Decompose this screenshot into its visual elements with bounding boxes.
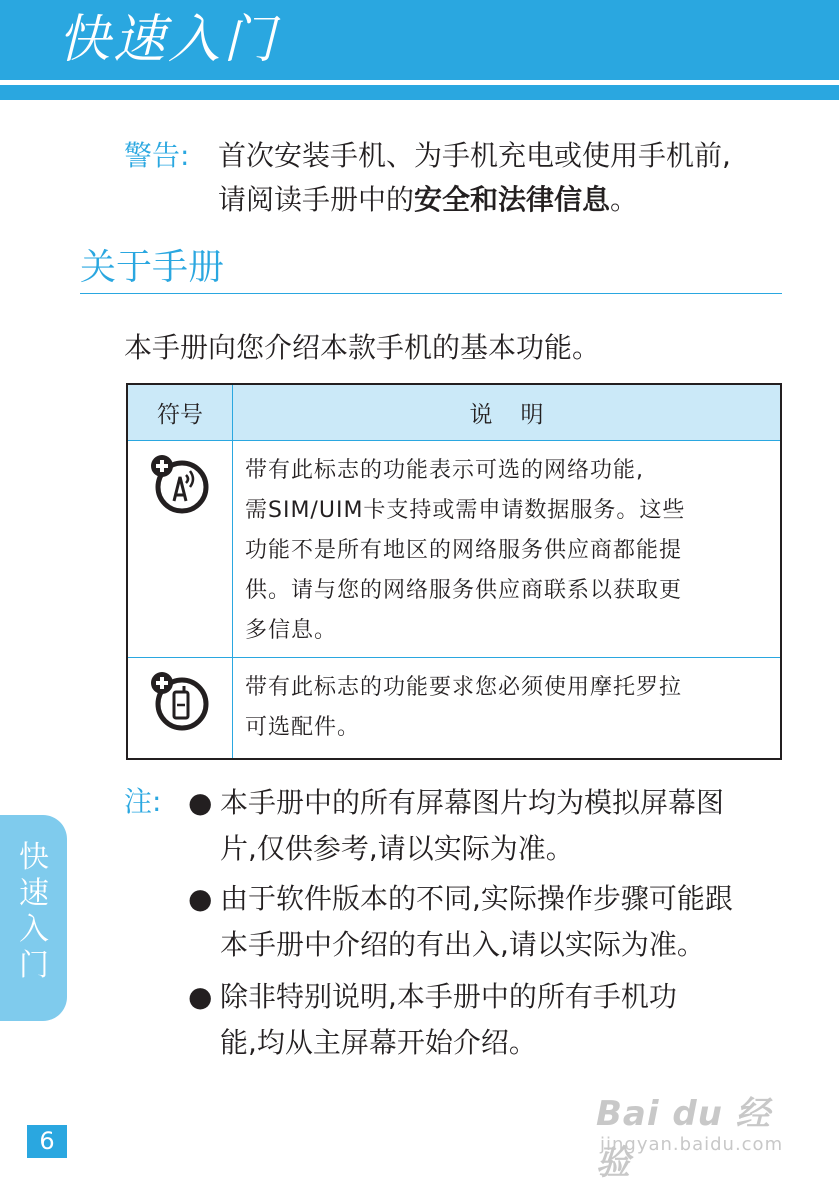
warning-label: 警告: bbox=[124, 139, 190, 172]
table-row bbox=[127, 658, 781, 760]
side-tab-char: 入 bbox=[19, 912, 49, 947]
chapter-title: 快速入门 bbox=[58, 10, 279, 70]
note-line: 片,仅供参考,请以实际为准。 bbox=[220, 832, 574, 865]
description-line: 功能不是所有地区的网络服务供应商都能提 bbox=[245, 538, 683, 563]
description-cell bbox=[233, 441, 782, 658]
table-header-row bbox=[127, 384, 781, 441]
description-line: 带有此标志的功能表示可选的网络功能, bbox=[245, 458, 644, 483]
note-text bbox=[220, 780, 786, 872]
description-line: 供。请与您的网络服务供应商联系以获取更 bbox=[245, 578, 683, 603]
symbol-cell bbox=[127, 658, 233, 760]
watermark-logo-text: Bai du 经验 bbox=[596, 1094, 771, 1183]
description-line: 需SIM/UIM卡支持或需申请数据服务。这些 bbox=[245, 498, 686, 523]
table-row bbox=[127, 441, 781, 658]
note-line: 除非特别说明,本手册中的所有手机功 bbox=[220, 980, 677, 1013]
bullet-icon: ● bbox=[188, 786, 213, 819]
watermark-url: jingyan.baidu.com bbox=[600, 1134, 784, 1155]
note-line: 由于软件版本的不同,实际操作步骤可能跟 bbox=[220, 882, 733, 915]
symbol-table bbox=[126, 383, 782, 760]
description-cell bbox=[233, 658, 782, 760]
warning-line-2 bbox=[218, 178, 788, 222]
section-title: 关于手册 bbox=[80, 247, 225, 288]
section-divider bbox=[80, 293, 782, 294]
note-line: 能,均从主屏幕开始介绍。 bbox=[220, 1026, 537, 1059]
description-line: 可选配件。 bbox=[245, 715, 361, 740]
description-line: 多信息。 bbox=[245, 618, 338, 643]
warning-line-2-suffix: 。 bbox=[610, 183, 639, 216]
note-label: 注: bbox=[124, 785, 162, 818]
note-text bbox=[220, 974, 786, 1066]
side-tab-char: 门 bbox=[19, 948, 49, 983]
warning-text bbox=[218, 134, 788, 222]
bullet-icon: ● bbox=[188, 980, 213, 1013]
network-feature-icon bbox=[148, 451, 212, 515]
note-line: 本手册中的所有屏幕图片均为模拟屏幕图 bbox=[220, 786, 725, 819]
side-tab-char: 快 bbox=[19, 840, 49, 875]
symbol-cell bbox=[127, 441, 233, 658]
note-text bbox=[220, 876, 786, 968]
accessory-feature-icon bbox=[148, 668, 212, 732]
side-tab-label bbox=[18, 840, 50, 984]
page-number: 6 bbox=[27, 1125, 67, 1158]
description-line: 带有此标志的功能要求您必须使用摩托罗拉 bbox=[245, 675, 683, 700]
table-header-description: 说明 bbox=[233, 384, 782, 441]
note-line: 本手册中介绍的有出入,请以实际为准。 bbox=[220, 928, 705, 961]
side-tab-char: 速 bbox=[19, 876, 49, 911]
bullet-icon: ● bbox=[188, 882, 213, 915]
baidu-watermark bbox=[596, 1068, 786, 1183]
table-header-symbol: 符号 bbox=[127, 384, 233, 441]
safety-legal-info-link: 安全和法律信息 bbox=[414, 183, 611, 216]
section-intro: 本手册向您介绍本款手机的基本功能。 bbox=[124, 331, 601, 364]
header-stripe bbox=[0, 85, 839, 100]
warning-line-1: 首次安装手机、为手机充电或使用手机前, bbox=[218, 139, 731, 172]
warning-line-2-prefix: 请阅读手册中的 bbox=[218, 183, 415, 216]
